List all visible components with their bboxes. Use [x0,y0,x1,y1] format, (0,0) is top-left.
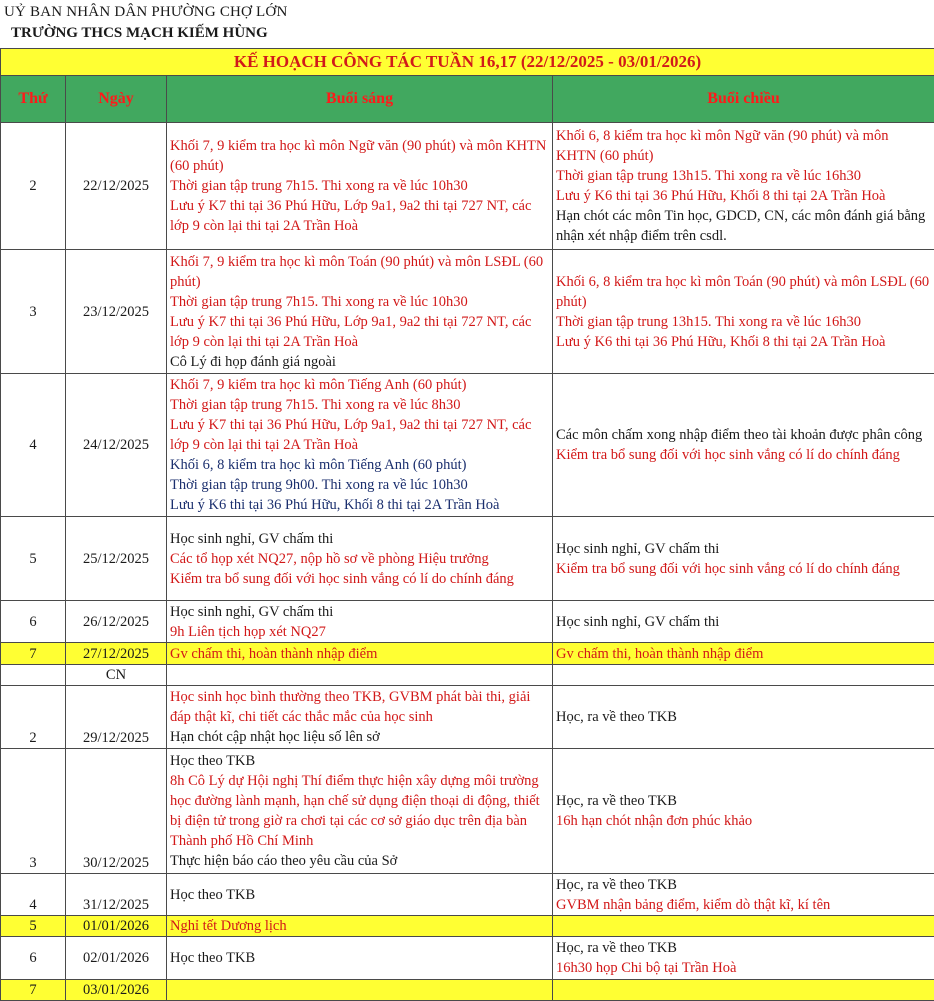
chieu-line: Thời gian tập trung 13h15. Thi xong ra về lúc 16h30 [556,166,931,186]
sang-line: Học theo TKB [170,751,549,771]
sang-line: Học theo TKB [170,885,549,905]
cell-buoi-sang [167,374,553,517]
org-name: UỶ BAN NHÂN DÂN PHƯỜNG CHỢ LỚN [4,4,287,21]
chieu-line: Học, ra về theo TKB [556,875,931,895]
table-row [1,749,934,874]
cell-ngay: 24/12/2025 [66,374,167,517]
cell-buoi-sang [167,665,553,686]
sang-line: Thực hiện báo cáo theo yêu cầu của Sở [170,851,549,871]
cell-ngay: 03/01/2026 [66,980,167,1001]
sang-line: Thời gian tập trung 7h15. Thi xong ra về lúc 8h30 [170,395,549,415]
chieu-line: Kiểm tra bổ sung đối với học sinh vắng có lí do chính đáng [556,559,931,579]
cell-ngay: 29/12/2025 [66,686,167,749]
cell-thu: 3 [1,250,66,374]
sang-line: Học sinh nghỉ, GV chấm thi [170,602,549,622]
chieu-line: Học, ra về theo TKB [556,938,931,958]
table-row [1,980,934,1001]
chieu-line: Học sinh nghỉ, GV chấm thi [556,539,931,559]
chieu-line: Học, ra về theo TKB [556,707,931,727]
cell-thu: 4 [1,874,66,916]
table-row [1,517,934,601]
sang-line: Kiểm tra bổ sung đối với học sinh vắng có lí do chính đáng [170,569,549,589]
table-row [1,665,934,686]
cell-buoi-chieu [553,517,934,601]
cell-thu: 5 [1,517,66,601]
school-name: TRƯỜNG THCS MẠCH KIẾM HÙNG [11,25,268,42]
sang-line: Thời gian tập trung 7h15. Thi xong ra về lúc 10h30 [170,176,549,196]
cell-thu: 7 [1,980,66,1001]
cell-thu: 4 [1,374,66,517]
chieu-line: GVBM nhận bảng điểm, kiểm dò thật kĩ, kí tên [556,895,931,915]
chieu-line: Lưu ý K6 thi tại 36 Phú Hữu, Khối 8 thi tại 2A Trần Hoà [556,332,931,352]
cell-buoi-sang [167,517,553,601]
sang-line: Lưu ý K7 thi tại 36 Phú Hữu, Lớp 9a1, 9a2 thi tại 727 NT, các lớp 9 còn lại thi tại 2A Trần Hoà [170,415,549,455]
chieu-line: Khối 6, 8 kiểm tra học kì môn Ngữ văn (90 phút) và môn KHTN (60 phút) [556,126,931,166]
chieu-line: Các môn chấm xong nhập điểm theo tài khoản được phân công [556,425,931,445]
cell-buoi-sang [167,686,553,749]
cell-ngay: 25/12/2025 [66,517,167,601]
cell-buoi-chieu [553,601,934,643]
cell-ngay: CN [66,665,167,686]
cell-ngay: 30/12/2025 [66,749,167,874]
weekly-plan-table [0,48,934,1001]
sang-line: Các tổ họp xét NQ27, nộp hồ sơ về phòng Hiệu trưởng [170,549,549,569]
col-header-ngay: Ngày [66,76,167,123]
cell-ngay: 27/12/2025 [66,643,167,665]
cell-thu: 2 [1,686,66,749]
sang-line: 8h Cô Lý dự Hội nghị Thí điểm thực hiện xây dựng môi trường học đường lành mạnh, hạn chế sử dụng điện thoại di động, thiết bị điện tử trong giờ ra chơi tại các cơ sở giáo dục trên địa bàn Thành phố Hồ Chí Minh [170,771,549,851]
cell-buoi-sang [167,980,553,1001]
sang-line: Nghỉ tết Dương lịch [170,916,549,936]
chieu-line: Kiểm tra bổ sung đối với học sinh vắng có lí do chính đáng [556,445,931,465]
chieu-line: 16h hạn chót nhận đơn phúc khảo [556,811,931,831]
sang-line: 9h Liên tịch họp xét NQ27 [170,622,549,642]
cell-ngay: 01/01/2026 [66,916,167,937]
col-header-buoi-sang: Buổi sáng [167,76,553,123]
sang-line: Học theo TKB [170,948,549,968]
cell-buoi-chieu [553,123,934,250]
sang-line: Lưu ý K7 thi tại 36 Phú Hữu, Lớp 9a1, 9a2 thi tại 727 NT, các lớp 9 còn lại thi tại 2A Trần Hoà [170,196,549,236]
table-row [1,643,934,665]
sang-line: Khối 7, 9 kiểm tra học kì môn Toán (90 phút) và môn LSĐL (60 phút) [170,252,549,292]
chieu-line: Học, ra về theo TKB [556,791,931,811]
cell-buoi-chieu [553,874,934,916]
cell-buoi-sang [167,250,553,374]
table-row [1,123,934,250]
table-row [1,916,934,937]
cell-buoi-sang [167,874,553,916]
cell-buoi-chieu [553,916,934,937]
cell-buoi-sang [167,916,553,937]
sang-line: Khối 7, 9 kiểm tra học kì môn Ngữ văn (90 phút) và môn KHTN (60 phút) [170,136,549,176]
cell-ngay: 26/12/2025 [66,601,167,643]
chieu-line: Học sinh nghỉ, GV chấm thi [556,612,931,632]
sang-line: Học sinh nghỉ, GV chấm thi [170,529,549,549]
cell-ngay: 31/12/2025 [66,874,167,916]
table-row [1,937,934,980]
cell-buoi-chieu [553,643,934,665]
table-row [1,601,934,643]
cell-thu: 7 [1,643,66,665]
chieu-line: Thời gian tập trung 13h15. Thi xong ra về lúc 16h30 [556,312,931,332]
cell-buoi-sang [167,643,553,665]
cell-buoi-chieu [553,937,934,980]
cell-thu: 6 [1,601,66,643]
chieu-line: Lưu ý K6 thi tại 36 Phú Hữu, Khối 8 thi tại 2A Trần Hoà [556,186,931,206]
table-row [1,686,934,749]
chieu-line: Hạn chót các môn Tin học, GDCD, CN, các môn đánh giá bằng nhận xét nhập điểm trên csdl. [556,206,931,246]
table-row [1,374,934,517]
cell-buoi-chieu [553,374,934,517]
cell-buoi-chieu [553,980,934,1001]
cell-buoi-sang [167,601,553,643]
table-row [1,874,934,916]
cell-buoi-sang [167,749,553,874]
cell-buoi-chieu [553,665,934,686]
cell-thu: 6 [1,937,66,980]
sang-line: Khối 7, 9 kiểm tra học kì môn Tiếng Anh (60 phút) [170,375,549,395]
cell-thu [1,665,66,686]
cell-thu: 3 [1,749,66,874]
sang-line: Gv chấm thi, hoàn thành nhập điểm [170,644,549,664]
cell-buoi-sang [167,123,553,250]
sang-line: Lưu ý K7 thi tại 36 Phú Hữu, Lớp 9a1, 9a2 thi tại 727 NT, các lớp 9 còn lại thi tại 2A Trần Hoà [170,312,549,352]
cell-thu: 2 [1,123,66,250]
sang-line: Thời gian tập trung 9h00. Thi xong ra về lúc 10h30 [170,475,549,495]
cell-ngay: 23/12/2025 [66,250,167,374]
cell-buoi-sang [167,937,553,980]
chieu-line: Gv chấm thi, hoàn thành nhập điểm [556,644,931,664]
sang-line: Cô Lý đi họp đánh giá ngoài [170,352,549,372]
cell-thu: 5 [1,916,66,937]
table-header-row [1,76,934,123]
plan-title: KẾ HOẠCH CÔNG TÁC TUẦN 16,17 (22/12/2025 - 03/01/2026) [1,49,934,76]
chieu-line: Khối 6, 8 kiểm tra học kì môn Toán (90 phút) và môn LSĐL (60 phút) [556,272,931,312]
cell-buoi-chieu [553,686,934,749]
cell-ngay: 22/12/2025 [66,123,167,250]
cell-buoi-chieu [553,749,934,874]
table-row [1,250,934,374]
plan-title-row [1,49,934,76]
sang-line: Khối 6, 8 kiểm tra học kì môn Tiếng Anh (60 phút) [170,455,549,475]
col-header-thu: Thứ [1,76,66,123]
sang-line: Hạn chót cập nhật học liệu số lên sở [170,727,549,747]
col-header-buoi-chieu: Buổi chiều [553,76,934,123]
sang-line: Thời gian tập trung 7h15. Thi xong ra về lúc 10h30 [170,292,549,312]
cell-ngay: 02/01/2026 [66,937,167,980]
chieu-line: 16h30 họp Chi bộ tại Trần Hoà [556,958,931,978]
sang-line: Học sinh học bình thường theo TKB, GVBM phát bài thi, giải đáp thật kĩ, chi tiết các thắc mắc của học sinh [170,687,549,727]
sang-line: Lưu ý K6 thi tại 36 Phú Hữu, Khối 8 thi tại 2A Trần Hoà [170,495,549,515]
cell-buoi-chieu [553,250,934,374]
